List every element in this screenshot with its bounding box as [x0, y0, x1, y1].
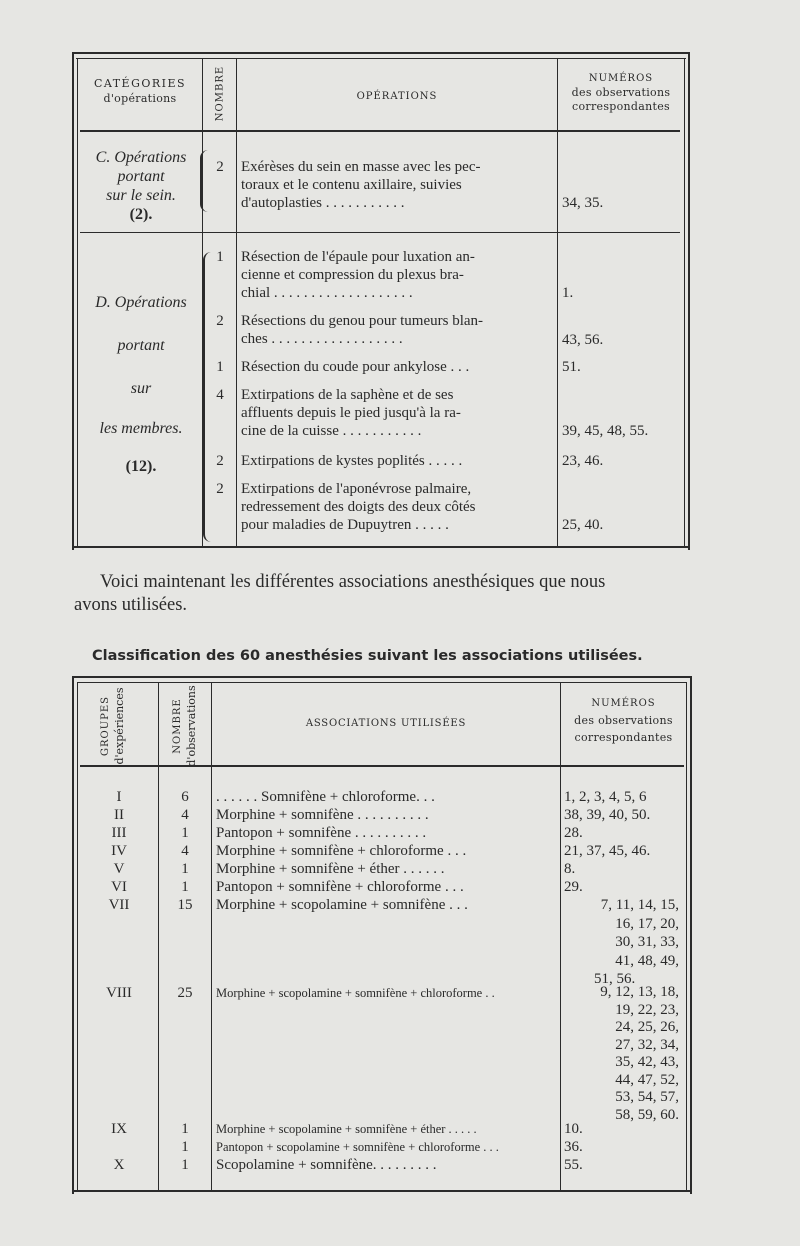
- paragraph-line2: avons utilisées.: [74, 595, 188, 615]
- group-c-row1-operation: [241, 158, 556, 212]
- t2-header-numeros: [561, 695, 686, 746]
- header-numeros-title: NUMÉROS: [588, 73, 654, 84]
- group-d-row1-line3: chial . . . . . . . . . . . . . . . . . . .: [241, 285, 413, 301]
- header-operations: OPÉRATIONS: [356, 91, 438, 102]
- group-c-count: (2).: [129, 206, 153, 223]
- t2-row5-groupe: V: [113, 861, 125, 877]
- group-d-row2-line1: Résections du genou pour tumeurs blan-: [241, 313, 484, 329]
- group-c-row1-line1: Exérèses du sein en masse avec les pec-: [241, 159, 481, 175]
- group-d-row3-operation: [241, 358, 469, 376]
- t2-row9-numeros: 10.: [564, 1121, 583, 1137]
- group-d-row6-numeros: 25, 40.: [562, 517, 604, 533]
- t2-row6-groupe: VI: [111, 879, 127, 895]
- header-categories-title: CATÉGORIES: [93, 77, 187, 90]
- group-d-row5-numeros: 23, 46.: [562, 453, 604, 469]
- t2-row4-association: Morphine + somnifène + chloroforme . . .: [216, 843, 467, 859]
- group-d-line2: portant: [117, 337, 165, 354]
- group-d-count: (12).: [125, 458, 157, 475]
- t2-row8-association: Morphine + scopolamine + somnifène + chloroforme . .: [216, 986, 495, 1000]
- t2-row8-num-line: 19, 22, 23,: [615, 1001, 679, 1018]
- t2-row11-nombre: 1: [181, 1157, 189, 1173]
- t2-row5-nombre: 1: [181, 861, 189, 877]
- group-d-row2-numeros: 43, 56.: [562, 332, 604, 348]
- group-d-row6-line3: pour maladies de Dupuytren . . . . .: [241, 517, 449, 533]
- group-d-line4: les membres.: [99, 420, 183, 437]
- t2-row7-num-line: 16, 17, 20,: [615, 915, 679, 932]
- group-d-row3-line1: Résection du coude pour ankylose . . .: [241, 359, 470, 375]
- t2-row11-groupe: X: [113, 1157, 125, 1173]
- t2-row5-association: Morphine + somnifène + éther . . . . . .: [216, 861, 445, 877]
- t2-row9-association: Morphine + scopolamine + somnifène + éther . . . . .: [216, 1122, 477, 1136]
- t2-row8-num-line: 35, 42, 43,: [615, 1054, 679, 1070]
- t2-row7-numeros: [564, 896, 679, 989]
- t2-row1-association: . . . . . . Somnifène + chloroforme. . .: [216, 789, 435, 805]
- t2-row8-num-line: 24, 25, 26,: [615, 1019, 679, 1035]
- group-d-row5-line1: Extirpations de kystes poplités . . . . .: [241, 453, 463, 469]
- group-d-row3-numeros: 51.: [562, 359, 581, 375]
- t2-row3-numeros: 28.: [564, 825, 583, 841]
- t2-row4-numeros: 21, 37, 45, 46.: [564, 843, 651, 859]
- intro-paragraph: [74, 571, 700, 617]
- t2-header-nombre: [171, 681, 199, 771]
- group-d-row5-nombre: 2: [216, 453, 224, 469]
- t2-row7-num-line: 7, 11, 14, 15,: [600, 897, 679, 913]
- group-c-line3: sur le sein.: [106, 187, 176, 204]
- group-d-row4-line3: cine de la cuisse . . . . . . . . . . .: [241, 423, 422, 439]
- group-d-row1-operation: [241, 248, 475, 302]
- group-c-line1: C. Opérations: [95, 149, 187, 166]
- t2-row2-numeros: 38, 39, 40, 50.: [564, 807, 651, 823]
- group-d-row6-nombre: 2: [216, 481, 224, 497]
- paragraph-line1: Voici maintenant les différentes associations anesthésiques que nous: [100, 572, 606, 592]
- t2-header-groupes: [99, 681, 127, 771]
- group-c-row1-nombre: 2: [216, 159, 224, 175]
- table-caption: Classification des 60 anesthésies suivant les associations utilisées.: [92, 648, 643, 664]
- t2-row8-groupe: VIII: [106, 985, 132, 1001]
- group-d-row1-numeros: 1.: [562, 285, 574, 301]
- t2-row11-numeros: 55.: [564, 1157, 583, 1173]
- t2-row3-association: Pantopon + somnifène . . . . . . . . . .: [216, 825, 427, 841]
- t2-header-numeros-sub2: correspondantes: [574, 731, 673, 744]
- t2-row4-nombre: 4: [181, 843, 189, 859]
- header-numeros-sub2: correspondantes: [572, 100, 670, 113]
- t2-row8-numeros: [564, 984, 679, 1124]
- group-d-row3-nombre: 1: [216, 359, 224, 375]
- t2-row11-association: Scopolamine + somnifène. . . . . . . . .: [216, 1157, 437, 1173]
- t2-row7-association: Morphine + scopolamine + somnifène . . .: [216, 897, 468, 913]
- group-d-row2-nombre: 2: [216, 313, 224, 329]
- t2-row7-nombre: 15: [177, 897, 193, 913]
- header-categories-sub: d'opérations: [103, 92, 177, 105]
- group-d-row4-numeros: 39, 45, 48, 55.: [562, 423, 649, 439]
- t2-row7-num-line: 30, 31, 33,: [615, 934, 679, 950]
- t2-header-groupes-title: GROUPES: [100, 695, 111, 757]
- t2-row2-nombre: 4: [181, 807, 189, 823]
- t2-row9-nombre: 1: [181, 1121, 189, 1137]
- group-d-row6-line1: Extirpations de l'aponévrose palmaire,: [241, 481, 472, 497]
- header-nombre: NOMBRE: [214, 65, 226, 122]
- t2-row9-groupe: IX: [111, 1121, 127, 1137]
- t2-row6-numeros: 29.: [564, 879, 583, 895]
- group-d-row6-operation: [241, 480, 476, 534]
- t2-row8-nombre: 25: [177, 985, 193, 1001]
- t2-row10-association: Pantopon + scopolamine + somnifène + chloroforme . . .: [216, 1140, 499, 1154]
- header-numeros-sub1: des observations: [571, 86, 671, 99]
- t2-header-associations: ASSOCIATIONS UTILISÉES: [305, 718, 467, 729]
- group-d-line3: sur: [130, 380, 152, 397]
- group-d-row1-line1: Résection de l'épaule pour luxation an-: [241, 249, 475, 265]
- t2-row6-nombre: 1: [181, 879, 189, 895]
- t2-row10-nombre: 1: [181, 1139, 189, 1155]
- group-c-line2: portant: [117, 168, 165, 185]
- group-d-row4-line2: affluents depuis le pied jusqu'à la ra-: [241, 405, 461, 421]
- group-c-row1-line3: d'autoplasties . . . . . . . . . . .: [241, 195, 405, 211]
- t2-row5-numeros: 8.: [564, 861, 576, 877]
- group-d-row1-nombre: 1: [216, 249, 224, 265]
- t2-header-numeros-title: NUMÉROS: [591, 698, 656, 709]
- group-c-row1-numeros: 34, 35.: [562, 195, 604, 211]
- t2-row3-groupe: III: [111, 825, 127, 841]
- group-d-row5-operation: [241, 452, 462, 470]
- group-d-row2-line2: ches . . . . . . . . . . . . . . . . . .: [241, 331, 403, 347]
- t2-row7-groupe: VII: [108, 897, 130, 913]
- t2-header-numeros-sub1: des observations: [574, 714, 673, 727]
- t2-row1-groupe: I: [116, 789, 122, 805]
- t2-row2-groupe: II: [114, 807, 124, 823]
- t2-row8-num-line: 44, 47, 52,: [615, 1071, 679, 1088]
- group-d-label: [80, 293, 202, 476]
- t2-row8-num-line: 58, 59, 60.: [615, 1106, 679, 1123]
- t2-header-nombre-sub: d'observations: [185, 685, 198, 767]
- group-d-row4-line1: Extirpations de la saphène et de ses: [241, 387, 454, 403]
- t2-header-groupes-sub: d'expériences: [113, 687, 126, 765]
- header-categories: [80, 76, 200, 106]
- t2-row6-association: Pantopon + somnifène + chloroforme . . .: [216, 879, 464, 895]
- t2-row8-num-line: 9, 12, 13, 18,: [600, 984, 679, 1000]
- t2-row1-nombre: 6: [181, 789, 189, 805]
- t2-row2-association: Morphine + somnifène . . . . . . . . . .: [216, 807, 429, 823]
- header-numeros: [558, 72, 684, 114]
- t2-row8-num-line: 53, 54, 57,: [615, 1089, 679, 1105]
- group-d-line1: D. Opérations: [95, 294, 187, 311]
- group-d-row2-operation: [241, 312, 483, 348]
- t2-row10-numeros: 36.: [564, 1139, 583, 1155]
- t2-row8-num-line: 27, 32, 34,: [615, 1036, 679, 1053]
- t2-header-nombre-title: NOMBRE: [172, 698, 183, 754]
- t2-row1-numeros: 1, 2, 3, 4, 5, 6: [564, 789, 647, 805]
- group-c-label: [80, 148, 202, 224]
- t2-row7-num-line: 41, 48, 49,: [615, 952, 679, 969]
- group-d-row6-line2: redressement des doigts des deux côtés: [241, 499, 476, 515]
- t2-row4-groupe: IV: [111, 843, 127, 859]
- group-c-row1-line2: toraux et le contenu axillaire, suivies: [241, 177, 462, 193]
- group-d-row4-operation: [241, 386, 461, 440]
- t2-row3-nombre: 1: [181, 825, 189, 841]
- group-d-row1-line2: cienne et compression du plexus bra-: [241, 267, 464, 283]
- t2-row7-num-line: 51, 56.: [594, 971, 636, 987]
- group-d-row4-nombre: 4: [216, 387, 224, 403]
